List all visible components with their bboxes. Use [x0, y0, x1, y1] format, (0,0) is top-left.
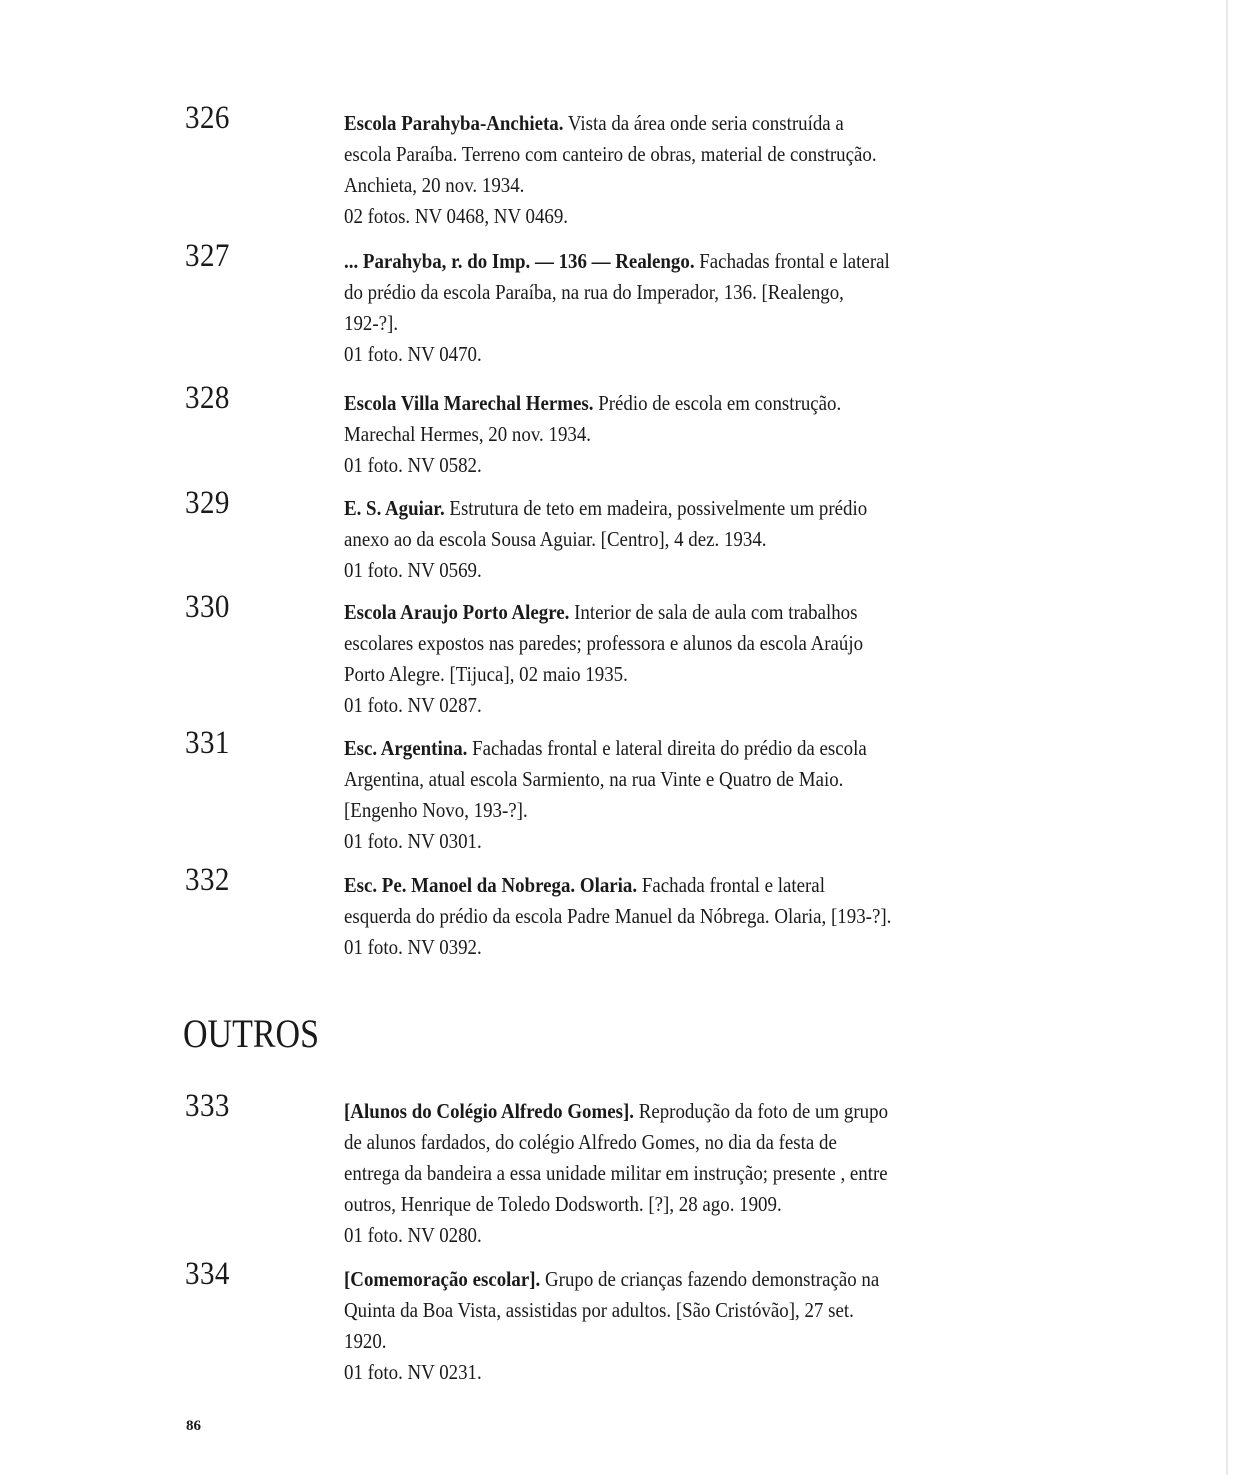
entry-number: 334: [185, 1256, 230, 1292]
entry-description: Estrutura de teto em madeira, possivelmente um prédio anexo ao da escola Sousa Aguiar. [Centro], 4 dez. 1934.: [344, 496, 868, 551]
entry-title: [Comemoração escolar].: [344, 1267, 541, 1291]
entry-title: Esc. Argentina.: [344, 736, 468, 760]
entry-text: [344, 388, 893, 450]
entry-photo-info: 01 foto. NV 0231.: [344, 1360, 482, 1384]
entry-text: [344, 108, 893, 201]
entry-description: Fachadas frontal e lateral direita do prédio da escola Argentina, atual escola Sarmiento, na rua Vinte e Quatro de Maio. [Engenho Novo, 193-?].: [344, 736, 867, 822]
entry-body: [344, 108, 893, 232]
entry-number: 330: [185, 589, 230, 625]
entry-number: 326: [185, 100, 230, 136]
entry-description: Grupo de crianças fazendo demonstração na Quinta da Boa Vista, assistidas por adultos. [São Cristóvão], 27 set. 1920.: [344, 1267, 880, 1353]
entry-body: [344, 733, 893, 857]
entry-text: [344, 246, 893, 339]
entry-text: [344, 597, 893, 690]
entry-text: [344, 733, 893, 826]
entry-photo-info: 01 foto. NV 0392.: [344, 935, 482, 959]
entry-photo-info: 01 foto. NV 0470.: [344, 342, 482, 366]
entry-description: Prédio de escola em construção. Marechal Hermes, 20 nov. 1934.: [344, 391, 842, 446]
entry-text: [344, 870, 893, 932]
entry-text: [344, 493, 893, 555]
entry-number: 331: [185, 725, 230, 761]
entry-number: 327: [185, 238, 230, 274]
page-number: 86: [186, 1418, 201, 1434]
entry-description: Vista da área onde seria construída a escola Paraíba. Terreno com canteiro de obras, material de construção. Anchieta, 20 nov. 1934.: [344, 111, 877, 197]
entry-photo-info: 01 foto. NV 0287.: [344, 693, 482, 717]
entry-title: Escola Parahyba-Anchieta.: [344, 111, 564, 135]
entry-body: [344, 1264, 893, 1388]
page-edge-divider: [1226, 0, 1228, 1475]
entry-description: Interior de sala de aula com trabalhos escolares expostos nas paredes; professora e alunos da escola Araújo Porto Alegre. [Tijuca], 02 maio 1935.: [344, 600, 864, 686]
entry-title: Esc. Pe. Manoel da Nobrega. Olaria.: [344, 873, 638, 897]
entry-title: Escola Villa Marechal Hermes.: [344, 391, 594, 415]
entry-title: ... Parahyba, r. do Imp. — 136 — Realengo.: [344, 249, 695, 273]
entry-number: 333: [185, 1088, 230, 1124]
entry-body: [344, 870, 893, 963]
entry-body: [344, 1096, 893, 1251]
entry-title: E. S. Aguiar.: [344, 496, 445, 520]
entry-description: Reprodução da foto de um grupo de alunos fardados, do colégio Alfredo Gomes, no dia da festa de entrega da bandeira a essa unidade militar em instrução; presente , entre outros, Henrique de Toledo Dodsworth. [?], 28 ago. 1909.: [344, 1099, 889, 1216]
entry-photo-info: 01 foto. NV 0582.: [344, 453, 482, 477]
entry-text: [344, 1096, 893, 1220]
section-heading: OUTROS: [183, 1011, 320, 1056]
entry-text: [344, 1264, 893, 1357]
entry-body: [344, 597, 893, 721]
entry-photo-info: 02 fotos. NV 0468, NV 0469.: [344, 204, 569, 228]
entry-body: [344, 493, 893, 586]
entry-body: [344, 246, 893, 370]
entry-photo-info: 01 foto. NV 0301.: [344, 829, 482, 853]
entry-description: Fachada frontal e lateral esquerda do prédio da escola Padre Manuel da Nóbrega. Olaria, [193-?].: [344, 873, 892, 928]
entry-description: Fachadas frontal e lateral do prédio da escola Paraíba, na rua do Imperador, 136. [Realengo, 192-?].: [344, 249, 890, 335]
entry-body: [344, 388, 893, 481]
entry-title: [Alunos do Colégio Alfredo Gomes].: [344, 1099, 634, 1123]
entry-title: Escola Araujo Porto Alegre.: [344, 600, 570, 624]
entry-photo-info: 01 foto. NV 0569.: [344, 558, 482, 582]
entry-number: 332: [185, 862, 230, 898]
entry-photo-info: 01 foto. NV 0280.: [344, 1223, 482, 1247]
entry-number: 328: [185, 380, 230, 416]
entry-number: 329: [185, 485, 230, 521]
